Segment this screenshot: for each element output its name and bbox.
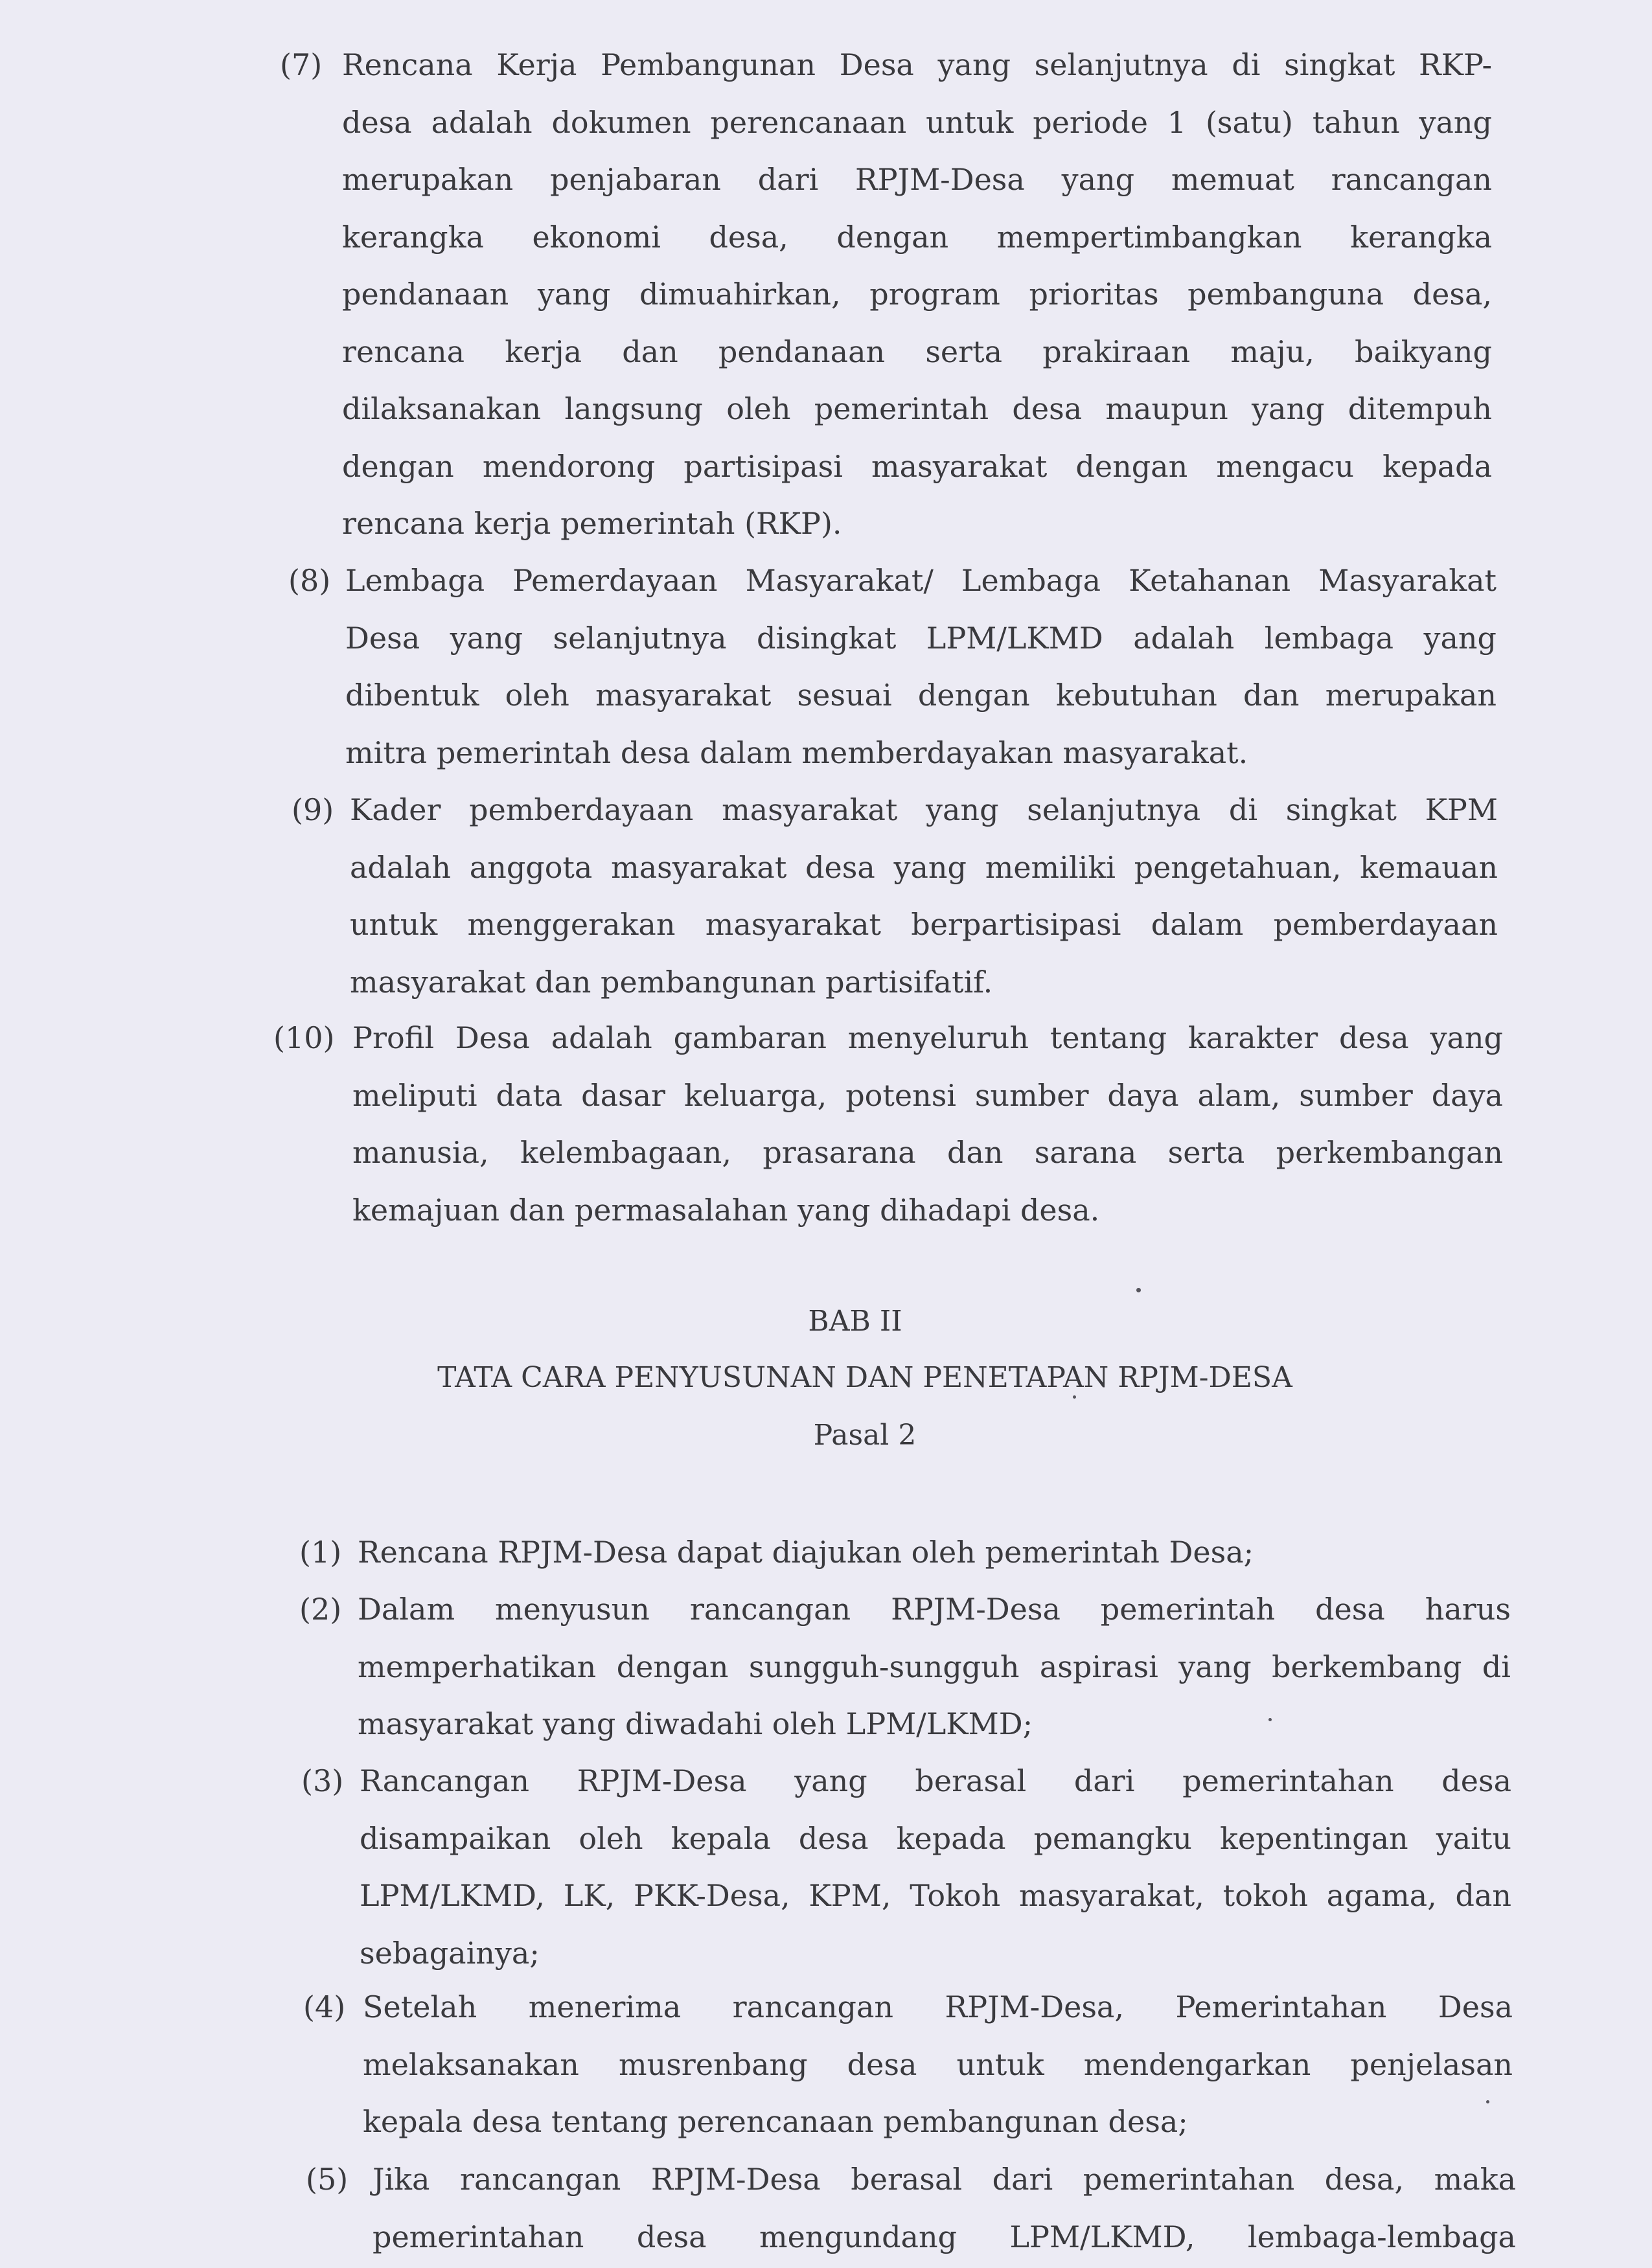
text-line: masyarakat yang diwadahi oleh LPM/LKMD; — [358, 1706, 1033, 1741]
text-line: meliputi data dasar keluarga, potensi sumber daya alam, sumber daya — [352, 1077, 1503, 1113]
item-number: (10) — [273, 1020, 335, 1055]
text-line: dibentuk oleh masyarakat sesuai dengan kebutuhan dan merupakan — [345, 678, 1497, 713]
definition-item-10 — [273, 1009, 1503, 1239]
text-line: Profil Desa adalah gambaran menyeluruh tentang karakter desa yang — [352, 1020, 1503, 1055]
text-line: Kader pemberdayaan masyarakat yang selanjutnya di singkat KPM — [350, 792, 1498, 827]
text-line: melaksanakan musrenbang desa untuk mendengarkan penjelasan — [363, 2046, 1513, 2082]
definition-item-7 — [280, 36, 1492, 553]
text-line: masyarakat dan pembangunan partisifatif. — [350, 964, 993, 1000]
text-line: disampaikan oleh kepala desa kepada pemangku kepentingan yaitu — [360, 1820, 1511, 1856]
text-line: dengan mendorong partisipasi masyarakat dengan mengacu kepada — [342, 448, 1492, 484]
text-line: desa adalah dokumen perencanaan untuk periode 1 (satu) tahun yang — [342, 104, 1492, 140]
definition-item-8 — [288, 552, 1497, 781]
text-line: Setelah menerima rancangan RPJM-Desa, Pemerintahan Desa — [363, 1989, 1513, 2024]
article-item-2 — [299, 1581, 1511, 1753]
text-line: rencana kerja dan pendanaan serta prakiraan maju, baikyang — [342, 334, 1492, 369]
text-line: kemajuan dan permasalahan yang dihadapi desa. — [352, 1192, 1100, 1228]
text-line: Rencana Kerja Pembangunan Desa yang selanjutnya di singkat RKP- — [342, 47, 1492, 82]
text-line: mitra pemerintah desa dalam memberdayakan masyarakat. — [345, 735, 1248, 770]
text-line: Rencana RPJM-Desa dapat diajukan oleh pemerintah Desa; — [358, 1535, 1254, 1570]
item-number: (1) — [299, 1535, 342, 1570]
text-line: adalah anggota masyarakat desa yang memiliki pengetahuan, kemauan — [350, 849, 1498, 885]
scan-speck — [1268, 1718, 1272, 1721]
text-line: Dalam menyusun rancangan RPJM-Desa pemerintah desa harus — [358, 1592, 1511, 1627]
item-number: (2) — [299, 1592, 342, 1627]
text-line: Jika rancangan RPJM-Desa berasal dari pemerintahan desa, maka — [373, 2162, 1516, 2197]
text-line: untuk menggerakan masyarakat berpartisipasi dalam pemberdayaan — [350, 907, 1498, 942]
text-line: sebagainya; — [360, 1935, 540, 1971]
text-line: rencana kerja pemerintah (RKP). — [342, 506, 842, 541]
article-item-5 — [306, 2151, 1516, 2265]
text-line: Desa yang selanjutnya disingkat LPM/LKMD adalah lembaga yang — [345, 620, 1497, 656]
item-number: (8) — [288, 563, 331, 598]
article-item-3 — [301, 1752, 1511, 1982]
item-number: (5) — [306, 2162, 349, 2197]
item-number: (4) — [303, 1989, 346, 2024]
article-item-4 — [303, 1978, 1513, 2151]
text-line: Lembaga Pemerdayaan Masyarakat/ Lembaga Ketahanan Masyarakat — [345, 563, 1497, 598]
chapter-label: BAB II — [808, 1305, 902, 1338]
item-number: (3) — [301, 1763, 344, 1798]
article-item-1 — [299, 1524, 1511, 1581]
scan-speck — [1136, 1288, 1141, 1292]
text-line: pemerintahan desa mengundang LPM/LKMD, lembaga-lembaga — [373, 2219, 1516, 2254]
text-line: LPM/LKMD, LK, PKK-Desa, KPM, Tokoh masyarakat, tokoh agama, dan — [360, 1878, 1511, 1913]
text-line: dilaksanakan langsung oleh pemerintah desa maupun yang ditempuh — [342, 391, 1492, 426]
scan-speck — [1073, 1395, 1076, 1399]
definition-item-9 — [292, 781, 1498, 1011]
item-number: (9) — [292, 792, 334, 827]
text-line: kerangka ekonomi desa, dengan mempertimbangkan kerangka — [342, 219, 1492, 255]
article-title: Pasal 2 — [813, 1419, 917, 1452]
text-line: kepala desa tentang perencanaan pembangunan desa; — [363, 2104, 1188, 2139]
scan-speck — [1486, 2100, 1489, 2103]
text-line: manusia, kelembagaan, prasarana dan sarana serta perkembangan — [352, 1135, 1503, 1170]
text-line: merupakan penjabaran dari RPJM-Desa yang memuat rancangan — [342, 162, 1492, 197]
item-number: (7) — [280, 47, 323, 82]
text-line: memperhatikan dengan sungguh-sungguh aspirasi yang berkembang di — [358, 1649, 1511, 1684]
text-line: Rancangan RPJM-Desa yang berasal dari pemerintahan desa — [360, 1763, 1511, 1798]
text-line: pendanaan yang dimuahirkan, program prioritas pembanguna desa, — [342, 277, 1492, 312]
chapter-title: TATA CARA PENYUSUNAN DAN PENETAPAN RPJM-DESA — [437, 1361, 1292, 1394]
